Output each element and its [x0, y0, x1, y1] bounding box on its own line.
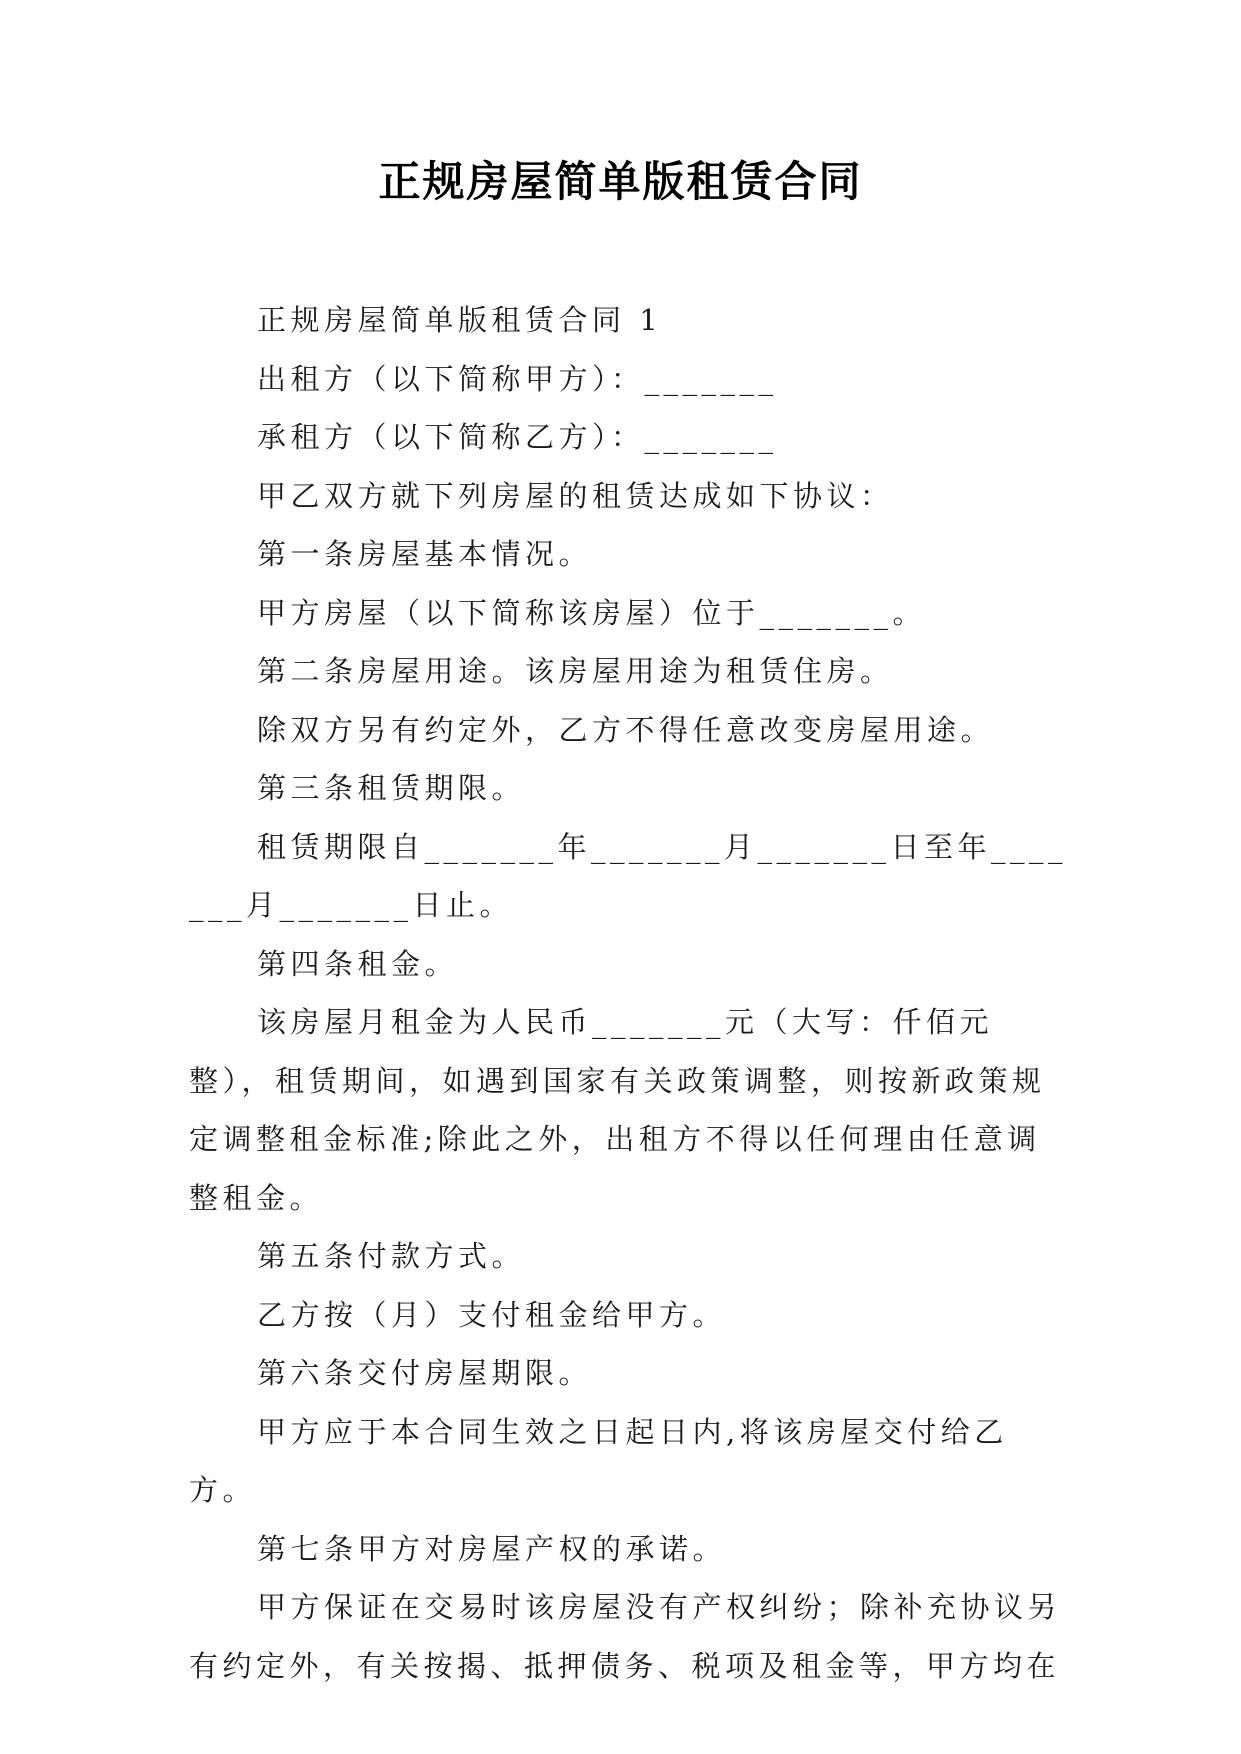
paragraph-heading-1: 正规房屋简单版租赁合同 1	[257, 303, 663, 337]
paragraph-article-6: 第六条交付房屋期限。	[257, 1356, 593, 1390]
document-body	[189, 291, 1069, 1695]
paragraph-article-3: 第三条租赁期限。	[257, 771, 526, 805]
paragraph-house-location: 甲方房屋（以下简称该房屋）位于_______。	[257, 595, 927, 630]
paragraph-usage-restriction: 除双方另有约定外，乙方不得任意改变房屋用途。	[257, 712, 995, 747]
paragraph-agreement-intro: 甲乙双方就下列房屋的租赁达成如下协议：	[257, 478, 894, 513]
paragraph-article-4: 第四条租金。	[257, 946, 459, 981]
paragraph-rent-details: 该房屋月租金为人民币_______元（大写：仟佰元整），租赁期间，如遇到国家有关政策调整，则按新政策规定调整租金标准;除此之外，出租方不得以任何理由任意调整租金。	[189, 1005, 1046, 1215]
paragraph-payment-method: 乙方按（月）支付租金给甲方。	[257, 1297, 727, 1332]
paragraph-article-2: 第二条房屋用途。该房屋用途为租赁住房。	[257, 654, 894, 688]
paragraph-delivery-term: 甲方应于本合同生效之日起日内,将该房屋交付给乙方。	[189, 1414, 1008, 1507]
document-title: 正规房屋简单版租赁合同	[378, 157, 863, 206]
paragraph-ownership-guarantee: 甲方保证在交易时该房屋没有产权纠纷；除补充协议另有约定外，有关按揭、抵押债务、税项及租金等，甲方均在	[189, 1590, 1062, 1683]
paragraph-lease-term: 租赁期限自_______年_______月_______日至年_______月_______日止。	[189, 829, 1068, 922]
paragraph-lessee: 承租方（以下简称乙方）：_______	[257, 420, 778, 454]
paragraph-lessor: 出租方（以下简称甲方）：_______	[257, 361, 778, 396]
paragraph-article-5: 第五条付款方式。	[257, 1239, 526, 1273]
paragraph-article-1: 第一条房屋基本情况。	[257, 537, 593, 571]
paragraph-article-7: 第七条甲方对房屋产权的承诺。	[257, 1531, 727, 1566]
